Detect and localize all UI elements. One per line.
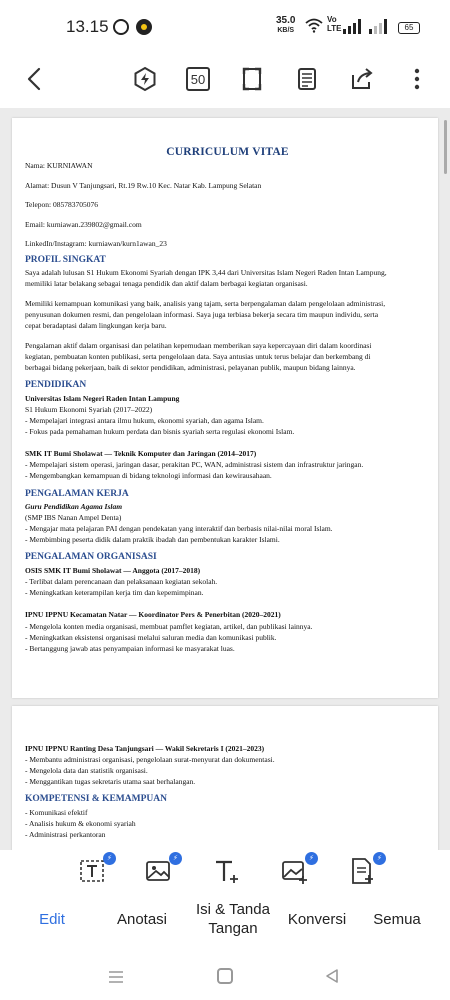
education-1-title: Universitas Islam Negeri Raden Intan Lampung [25,394,180,403]
pdf-page-1[interactable] [12,118,438,698]
organization-heading: PENGALAMAN ORGANISASI [25,552,157,562]
contact-address: Alamat: Dusun V Tanjungsari, Rt.19 Rw.10 Kec. Natar Kab. Lampung Selatan [25,181,262,190]
tab-all[interactable]: Semua [373,911,421,928]
more-vertical-icon [404,66,430,92]
organization-1-line: - Terlibat dalam perencanaan dan pelaksanaan kegiatan sekolah. [25,577,218,586]
add-image-tool[interactable] [280,856,314,890]
organization-3-line: - Menggantikan tugas sekretaris utama saat berhalangan. [25,777,196,786]
app-notification-icon [136,19,152,35]
ai-badge-icon: ⚡ [305,852,318,865]
reading-mode-icon [294,66,320,92]
education-2-line: - Mempelajari sistem operasi, jaringan dasar, perakitan PC, WAN, administrasi sistem dan infrastruktur jaringan. [25,460,364,469]
share-button[interactable] [347,64,377,94]
document-scrollbar[interactable] [444,120,447,174]
organization-2-line: - Mengelola konten media organisasi, membuat pamflet kegiatan, artikel, dan publikasi lainnya. [25,622,313,631]
organization-2-title: IPNU IPPNU Kecamatan Natar — Koordinator Pers & Penerbitan (2020–2021) [25,610,281,619]
ai-badge-icon: ⚡ [103,852,116,865]
add-text-icon [212,856,242,886]
organization-2-line: - Meningkatkan eksistensi organisasi melalui saluran media dan komunikasi publik. [25,633,277,642]
battery-icon [398,22,420,34]
profile-line: kegiatan, pembuatan konten publikasi, serta pengelolaan data. Saya antusias untuk terus belajar dan berkembang di [25,352,371,361]
education-1-line: - Fokus pada pemahaman hukum perdata dan bisnis syariah serta regulasi ekonomi Islam. [25,427,295,436]
skills-line: - Komunikasi efektif [25,808,88,817]
add-text-tool[interactable] [212,856,246,890]
network-speed [276,16,295,36]
skills-line: - Analisis hukum & ekonomi syariah [25,819,136,828]
recent-apps-icon[interactable] [108,970,124,984]
tab-edit[interactable]: Edit [39,911,65,928]
text-box-tool[interactable] [78,856,112,890]
image-edit-tool[interactable] [144,856,178,890]
back-arrow-icon [22,66,48,92]
profile-line: Memiliki kemampuan komunikasi yang baik, analisis yang tajam, serta berpengalaman dalam pengelolaan administrasi, [25,299,386,308]
back-triangle-icon[interactable] [324,968,340,984]
tab-convert[interactable]: Konversi [287,911,347,928]
skills-heading: KOMPETENSI & KEMAMPUAN [25,794,167,804]
education-heading: PENDIDIKAN [25,380,87,390]
contact-social: LinkedIn/Instagram: kurniawan/kurn1awan_23 [25,239,167,248]
work-heading: PENGALAMAN KERJA [25,489,129,499]
wifi-icon [305,17,323,33]
contact-name: Nama: KURNIAWAN [25,161,93,170]
profile-line: penyusunan dokumen resmi, dan pengelolaan informasi. Saya juga terbiasa bekerja secara tim maupun individu, serta [25,310,379,319]
signal-icon-sim1 [342,18,364,34]
share-icon [349,66,375,92]
whatsapp-notification-icon [113,19,129,35]
tab-annotation[interactable]: Anotasi [116,911,168,928]
organization-1-line: - Meningkatkan keterampilan kerja tim dan kepemimpinan. [25,588,204,597]
work-line: (SMP IBS Nanan Ampel Denta) [25,513,122,522]
volte-bottom: LTE [327,24,342,33]
network-speed-value: 35.0 [276,15,296,26]
organization-3-title: IPNU IPPNU Ranting Desa Tanjungsari — Wakil Sekretaris I (2021–2023) [25,744,265,753]
home-icon[interactable] [217,968,233,984]
profile-line: berbagai bidang pekerjaan, baik di sektor pendidikan, administrasi, pelayanan publik, maupun bidang lainnya. [25,363,356,372]
profile-line: memiliki latar belakang sebagai tenaga pendidik dan aktif dalam berbagai kegiatan organisasi. [25,279,308,288]
tab-fill-and-sign[interactable]: Isi & Tanda Tangan [196,901,270,937]
ai-assistant-button[interactable] [130,64,160,94]
organization-3-line: - Membantu administrasi organisasi, pengelolaan surat-menyurat dan dokumentasi. [25,755,275,764]
skills-line: - Administrasi perkantoran [25,830,106,839]
back-button[interactable] [20,64,50,94]
system-navigation-bar [0,912,450,1000]
education-2-title: SMK IT Bumi Sholawat — Teknik Komputer dan Jaringan (2014–2017) [25,449,257,458]
education-1-line: - Mempelajari integrasi antara ilmu hukum, ekonomi syariah, dan agama Islam. [25,416,264,425]
zoom-level-icon [186,67,210,91]
profile-heading: PROFIL SINGKAT [25,255,106,265]
organization-3-line: - Mengelola data dan statistik organisasi. [25,766,148,775]
volte-top: Vo [327,15,337,24]
crop-page-icon [239,66,265,92]
ai-assistant-icon [132,66,158,92]
status-time: 13.15 [66,17,109,36]
status-bar [0,0,450,52]
pdf-page-2[interactable] [12,706,438,850]
education-2-line: - Mengembangkan kemampuan di bidang teknologi informasi dan kewirausahaan. [25,471,272,480]
more-options-button[interactable] [402,64,432,94]
document-viewport[interactable] [0,108,450,850]
crop-page-button[interactable] [237,64,267,94]
ai-badge-icon: ⚡ [373,852,386,865]
organization-1-title: OSIS SMK IT Bumi Sholawat — Anggota (2017–2018) [25,566,201,575]
network-speed-unit: KB/S [277,27,295,34]
work-title: Guru Pendidikan Agama Islam [25,502,123,511]
profile-line: Saya adalah lulusan S1 Hukum Ekonomi Syariah dengan IPK 3,44 dari Universitas Islam Negeri Raden Intan Lampung, [25,268,387,277]
profile-line: cepat beradaptasi dalam lingkungan kerja baru. [25,321,167,330]
add-page-tool[interactable] [348,856,382,890]
work-line: - Membimbing peserta didik dalam praktik ibadah dan pembentukan karakter Islami. [25,535,280,544]
zoom-level-button[interactable] [183,64,213,94]
top-toolbar [0,52,450,108]
zoom-level-value: 50 [190,71,206,87]
organization-2-line: - Bertanggung jawab atas penyampaian informasi ke masyarakat luas. [25,644,235,653]
volte-indicator [327,15,342,33]
profile-line: Pengalaman aktif dalam organisasi dan pelatihan kepemudaan memberikan saya kepercayaan diri dalam koordinasi [25,341,372,350]
contact-phone: Telepon: 085783705076 [25,200,99,209]
work-line: - Mengajar mata pelajaran PAI dengan pendekatan yang interaktif dan berbasis nilai-nilai moral Islam. [25,524,333,533]
ai-badge-icon: ⚡ [169,852,182,865]
reading-mode-button[interactable] [292,64,322,94]
cv-title: CURRICULUM VITAE [166,146,289,158]
contact-email: Email: kurniawan.239802@gmail.com [25,220,142,229]
signal-icon-sim2 [368,18,390,34]
education-1-line: S1 Hukum Ekonomi Syariah (2017–2022) [25,405,153,414]
battery-level: 65 [404,23,414,32]
